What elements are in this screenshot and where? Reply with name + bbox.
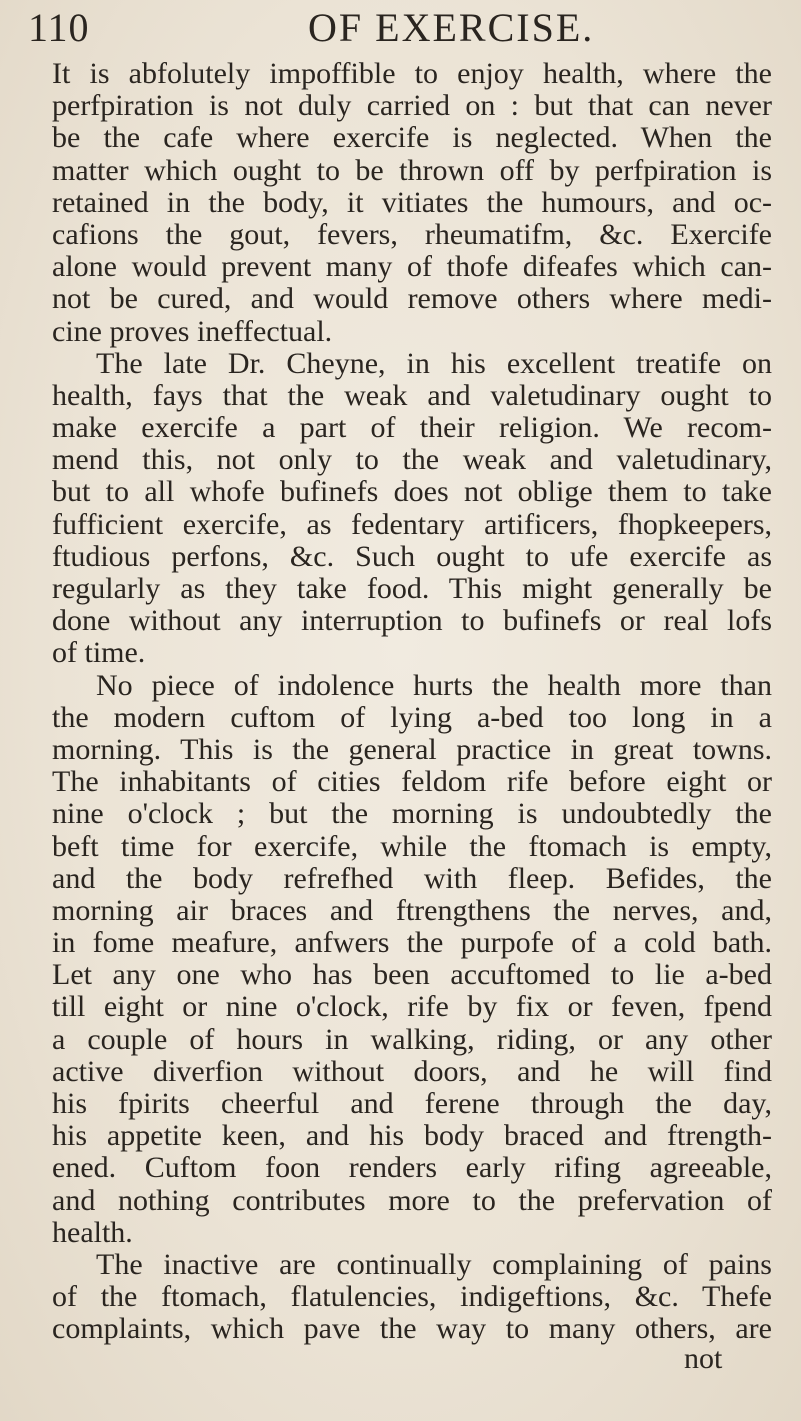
text-line: It is abfolutely impoffible to enjoy health, where the bbox=[52, 57, 772, 90]
running-head: OF EXERCISE. bbox=[308, 5, 595, 50]
text-line: and the body refrefhed with fleep. Befides, the bbox=[52, 861, 772, 895]
text-line: health, fays that the weak and valetudinary ought to bbox=[52, 378, 772, 412]
text-line: retained in the body, it vitiates the humours, and oc- bbox=[52, 185, 772, 219]
page-header bbox=[28, 4, 788, 56]
paragraph bbox=[52, 58, 772, 348]
text-line: perfpiration is not duly carried on : but that can never bbox=[52, 89, 772, 123]
text-line: beft time for exercife, while the ftomach is empty, bbox=[52, 829, 772, 863]
paragraph bbox=[52, 670, 772, 1249]
text-line: not be cured, and would remove others where medi- bbox=[52, 282, 772, 316]
text-line: be the cafe where exercife is neglected. When the bbox=[52, 121, 772, 155]
paragraph bbox=[52, 1249, 772, 1346]
text-line: The late Dr. Cheyne, in his excellent treatife on bbox=[96, 346, 772, 380]
text-line: the modern cuftom of lying a-bed too long in a bbox=[52, 700, 772, 734]
text-line: cafions the gout, fevers, rheumatifm, &c. Exercife bbox=[52, 217, 772, 251]
text-line: alone would prevent many of thofe difeafes which can- bbox=[52, 250, 772, 284]
text-line: his appetite keen, and his body braced and ftrength- bbox=[52, 1119, 772, 1153]
text-line: till eight or nine o'clock, rife by fix or feven, fpend bbox=[52, 990, 772, 1024]
text-line: a couple of hours in walking, riding, or any other bbox=[52, 1022, 772, 1056]
text-line: ftudious perfons, &c. Such ought to ufe exercife as bbox=[52, 539, 772, 573]
text-line: No piece of indolence hurts the health more than bbox=[96, 668, 772, 702]
text-line: done without any interruption to bufinefs or real lofs bbox=[52, 604, 772, 638]
text-line: mend this, not only to the weak and valetudinary, bbox=[52, 443, 772, 477]
text-line: active diverfion without doors, and he will find bbox=[52, 1054, 772, 1088]
text-line: regularly as they take food. This might generally be bbox=[52, 572, 772, 605]
body-text bbox=[52, 58, 772, 1346]
text-line: morning. This is the general practice in great towns. bbox=[52, 732, 772, 766]
text-line: ened. Cuftom foon renders early rifing agreeable, bbox=[52, 1151, 772, 1185]
text-line: his fpirits cheerful and ferene through the day, bbox=[52, 1087, 772, 1120]
text-line: health. bbox=[52, 1215, 133, 1249]
text-line: The inactive are continually complaining of pains bbox=[96, 1247, 772, 1281]
text-line: fufficient exercife, as fedentary artificers, fhopkeepers, bbox=[52, 507, 772, 541]
text-line: make exercife a part of their religion. We recom- bbox=[52, 411, 772, 445]
paragraph bbox=[52, 348, 772, 670]
text-line: The inhabitants of cities feldom rife before eight or bbox=[52, 765, 772, 799]
text-line: morning air braces and ftrengthens the nerves, and, bbox=[52, 893, 772, 927]
text-line: Let any one who has been accuftomed to lie a-bed bbox=[52, 958, 772, 992]
text-line: in fome meafure, anfwers the purpofe of a cold bath. bbox=[52, 926, 772, 960]
text-line: cine proves ineffectual. bbox=[52, 314, 333, 348]
text-line: nine o'clock ; but the morning is undoubtedly the bbox=[52, 797, 772, 831]
catchword: not bbox=[684, 1342, 723, 1375]
text-line: of the ftomach, flatulencies, indigeftions, &c. Thefe bbox=[52, 1280, 772, 1314]
text-line: and nothing contributes more to the prefervation of bbox=[52, 1183, 772, 1217]
text-line: but to all whofe bufinefs does not oblige them to take bbox=[52, 475, 772, 509]
text-line: of time. bbox=[52, 636, 146, 670]
text-line: complaints, which pave the way to many others, are bbox=[52, 1312, 772, 1346]
text-line: matter which ought to be thrown off by perfpiration is bbox=[52, 153, 772, 187]
page-number: 110 bbox=[28, 5, 90, 50]
